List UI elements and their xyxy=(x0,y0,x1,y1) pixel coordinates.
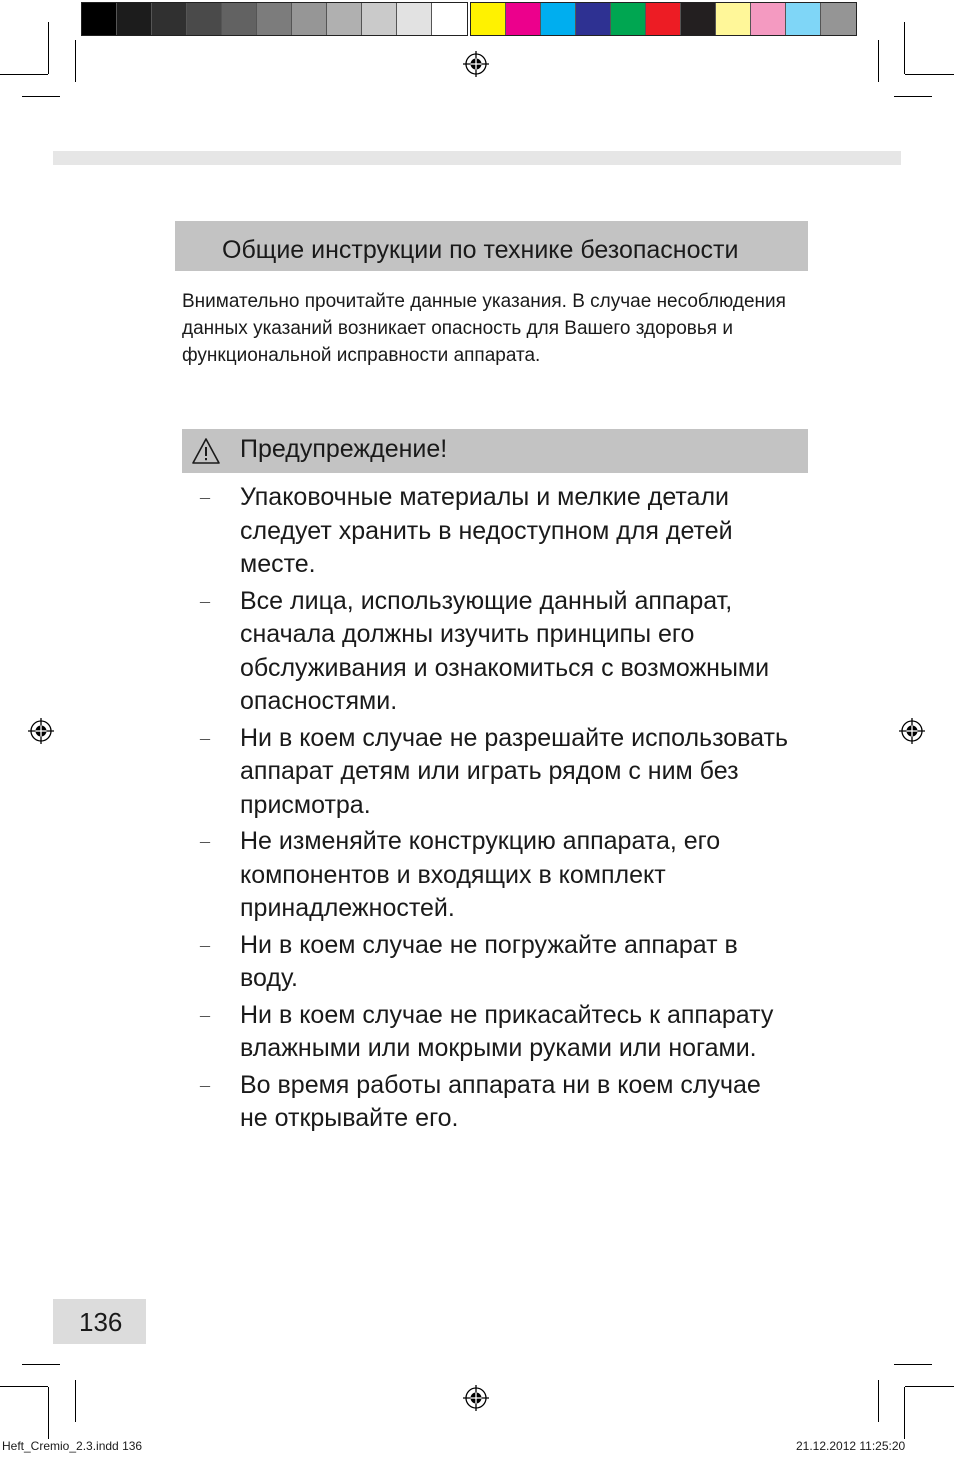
crop-mark xyxy=(22,96,60,97)
color-swatch xyxy=(681,3,716,35)
crop-mark xyxy=(878,40,879,82)
crop-mark xyxy=(904,22,905,74)
gray-swatch xyxy=(327,3,362,35)
bullet-text: Упаковочные материалы и мелкие детали следует хранить в недоступном для детей месте. xyxy=(240,483,733,578)
header-rule xyxy=(53,151,901,165)
gray-swatch xyxy=(82,3,117,35)
crop-mark xyxy=(894,96,932,97)
color-swatch xyxy=(611,3,646,35)
color-swatch xyxy=(751,3,786,35)
crop-mark xyxy=(0,1386,48,1387)
bullet-text: Во время работы аппарата ни в коем случае не открывайте его. xyxy=(240,1070,761,1132)
bullet-item xyxy=(190,722,790,823)
bullet-text: Ни в коем случае не разрешайте использовать аппарат детям или играть рядом с ним без присмотра. xyxy=(240,723,788,819)
bullet-dash: – xyxy=(200,830,210,852)
gray-swatch xyxy=(397,3,432,35)
bullet-item xyxy=(190,825,790,926)
color-swatch xyxy=(716,3,751,35)
gray-swatch xyxy=(117,3,152,35)
bullet-item xyxy=(190,929,790,996)
crop-mark xyxy=(894,1364,932,1365)
registration-mark-icon xyxy=(463,51,489,77)
crop-mark xyxy=(878,1380,879,1422)
bullet-item xyxy=(190,999,790,1066)
crop-mark xyxy=(75,1380,76,1422)
color-swatch xyxy=(646,3,681,35)
gray-swatch xyxy=(187,3,222,35)
color-swatch xyxy=(821,3,856,35)
color-swatch xyxy=(506,3,541,35)
color-swatch-group xyxy=(470,2,857,36)
safety-bullet-list xyxy=(190,481,790,1139)
bullet-text: Ни в коем случае не прикасайтесь к аппарату влажными или мокрыми руками или ногами. xyxy=(240,1000,774,1062)
color-swatch xyxy=(471,3,506,35)
crop-mark xyxy=(48,22,49,74)
registration-mark-icon xyxy=(899,718,925,744)
bullet-dash: – xyxy=(200,1073,210,1096)
crop-mark xyxy=(22,1364,60,1365)
color-swatch xyxy=(576,3,611,35)
registration-mark-icon xyxy=(28,718,54,744)
slug-datetime: 21.12.2012 11:25:20 xyxy=(796,1439,906,1453)
crop-mark xyxy=(0,74,48,75)
gray-swatch xyxy=(292,3,327,35)
bullet-dash: – xyxy=(200,589,210,612)
crop-mark xyxy=(905,1386,954,1387)
gray-swatch xyxy=(432,3,467,35)
gray-swatch xyxy=(152,3,187,35)
bullet-dash: – xyxy=(200,933,210,956)
bullet-dash: – xyxy=(200,726,210,749)
crop-mark xyxy=(48,1387,49,1439)
crop-mark xyxy=(905,74,954,75)
bullet-dash: – xyxy=(200,486,210,508)
section-heading: Общие инструкции по технике безопасности xyxy=(222,236,739,264)
bullet-item xyxy=(190,585,790,719)
bullet-item xyxy=(190,481,790,582)
bullet-text: Ни в коем случае не погружайте аппарат в воду. xyxy=(240,930,738,992)
crop-mark xyxy=(75,40,76,82)
bullet-item xyxy=(190,1069,790,1136)
bullet-dash: – xyxy=(200,1003,210,1026)
crop-mark xyxy=(904,1387,905,1439)
page-number: 136 xyxy=(79,1307,123,1337)
gray-swatch xyxy=(362,3,397,35)
registration-mark-icon xyxy=(463,1385,489,1411)
color-swatch xyxy=(786,3,821,35)
gray-swatch xyxy=(257,3,292,35)
warning-triangle-icon xyxy=(191,436,221,466)
gray-swatch xyxy=(222,3,257,35)
slug-filename: Heft_Cremio_2.3.indd 136 xyxy=(2,1439,143,1453)
bullet-text: Все лица, использующие данный аппарат, сначала должны изучить принципы его обслуживания и ознакомиться с возможными опасностями. xyxy=(240,586,770,715)
color-swatch xyxy=(541,3,576,35)
intro-paragraph: Внимательно прочитайте данные указания. В случае несоблюдения данных указаний возникает опасность для Вашего здоровья и функциональной исправности аппарата. xyxy=(182,291,786,366)
color-calibration-bar xyxy=(81,2,857,36)
gray-swatch-group xyxy=(81,2,468,36)
warning-label: Предупреждение! xyxy=(240,435,448,463)
bullet-text: Не изменяйте конструкцию аппарата, его компонентов и входящих в комплект принадлежностей. xyxy=(240,827,721,922)
